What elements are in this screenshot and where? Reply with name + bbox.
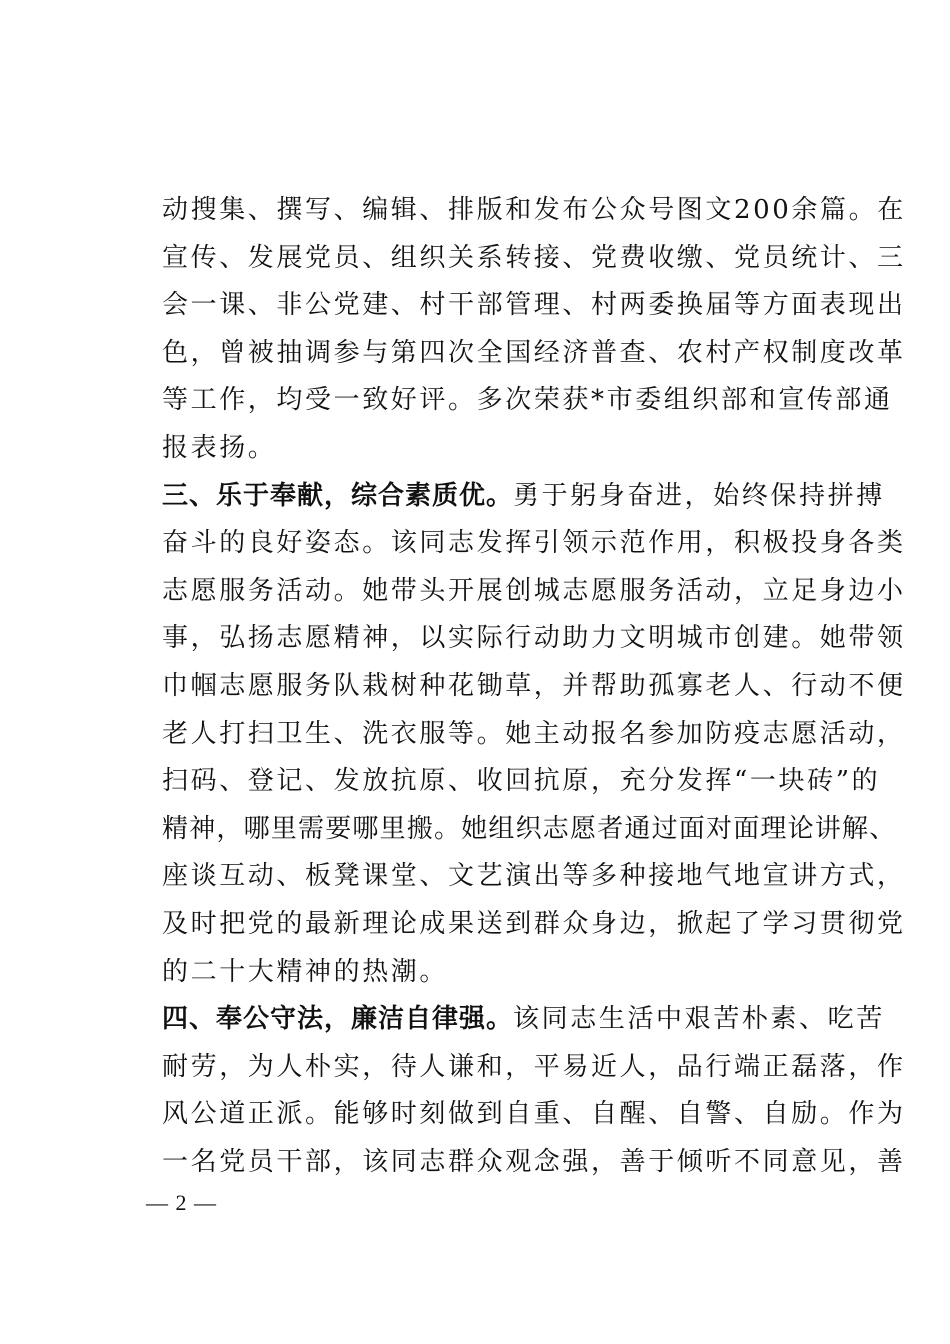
section-3-heading: 三、乐于奉献，综合素质优。 xyxy=(162,480,514,511)
section-4-heading: 四、奉公守法，廉洁自律强。 xyxy=(162,1004,514,1035)
text-line: 动搜集、撰写、编辑、排版和发布公众号图文200余篇。在 xyxy=(162,195,906,225)
text-line: 巾帼志愿服务队栽树种花锄草，并帮助孤寡老人、行动不便 xyxy=(162,670,906,701)
text-line: 宣传、发展党员、组织关系转接、党费收缴、党员统计、三 xyxy=(162,242,906,273)
text-line: 奋斗的良好姿态。该同志发挥引领示范作用，积极投身各类 xyxy=(162,528,906,559)
text-line: 精神，哪里需要哪里搬。她组织志愿者通过面对面理论讲解、 xyxy=(162,813,897,844)
text-line: 志愿服务活动。她带头开展创城志愿服务活动，立足身边小 xyxy=(162,575,906,606)
section-4-first-line xyxy=(162,996,885,1044)
section-3-first-line-text: 勇于躬身奋进，始终保持拼搏 xyxy=(513,480,885,511)
page-number: — 2 — xyxy=(146,1190,217,1215)
body-text xyxy=(162,187,906,1186)
text-line: 的二十大精神的热潮。 xyxy=(162,956,449,987)
text-line: 一名党员干部，该同志群众观念强，善于倾听不同意见，善 xyxy=(162,1146,906,1177)
section-4-first-line-text: 该同志生活中艰苦朴素、吃苦 xyxy=(513,1004,885,1035)
text-line: 事，弘扬志愿精神，以实际行动助力文明城市创建。她带领 xyxy=(162,623,906,654)
text-line: 及时把党的最新理论成果送到群众身边，掀起了学习贯彻党 xyxy=(162,908,906,939)
text-line: 座谈互动、板凳课堂、文艺演出等多种接地气地宣讲方式， xyxy=(162,861,906,892)
text-line: 风公道正派。能够时刻做到自重、自醒、自警、自励。作为 xyxy=(162,1099,906,1130)
text-line: 扫码、登记、发放抗原、收回抗原，充分发挥“一块砖”的 xyxy=(162,766,881,797)
text-line: 耐劳，为人朴实，待人谦和，平易近人，品行端正磊落，作 xyxy=(162,1051,906,1082)
text-line: 老人打扫卫生、洗衣服等。她主动报名参加防疫志愿活动， xyxy=(162,718,906,749)
section-3-first-line xyxy=(162,473,885,521)
text-line: 等工作，均受一致好评。多次荣获*市委组织部和宣传部通 xyxy=(162,385,893,416)
text-line: 报表扬。 xyxy=(162,432,277,463)
text-line: 会一课、非公党建、村干部管理、村两委换届等方面表现出 xyxy=(162,290,906,321)
text-line: 色，曾被抽调参与第四次全国经济普查、农村产权制度改革 xyxy=(162,337,906,368)
